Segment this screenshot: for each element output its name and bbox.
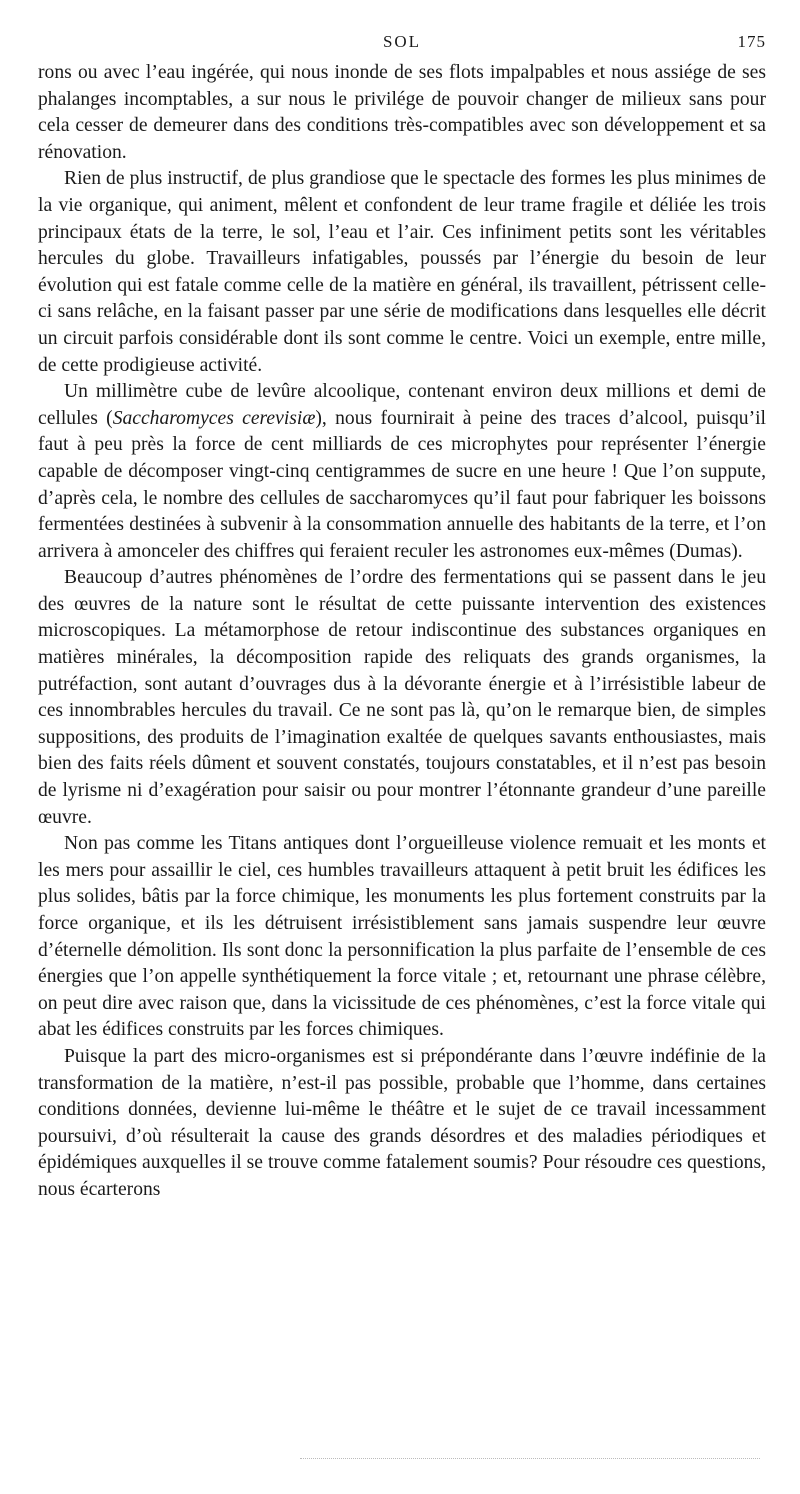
book-page [38,30,766,1204]
running-head: SOL [382,32,422,51]
body-text [38,60,766,1204]
paragraph-titans: Non pas comme les Titans antiques dont l’orgueilleuse violence remuait et les monts et les mers pour assaillir le ciel, ces humbles travailleurs attaquent à petit bruit les édifices les plus solides, bâtis par la force chimique, les monuments les plus fortement construits par la force organique, et ils les détruisent irrésistiblement sans jamais suspendre leur œuvre d’éternelle démolition. Ils sont donc la personnification la plus parfaite de l’ensemble de ces énergies que l’on appelle synthétiquement la force vitale ; et, retournant une phrase célèbre, on peut dire avec raison que, dans la vicissitude de ces phénomènes, c’est la force vitale qui abat les édifices construits par les forces chimiques. [38,833,766,1041]
page-number: 175 [737,32,766,51]
paragraph-levure [38,379,766,565]
paragraph-continued: rons ou avec l’eau ingérée, qui nous inonde de ses flots impalpables et nous assiége de ses phalanges incomptables, a sur nous le privilége de pouvoir changer de milieux sans pour cela cesser de demeurer dans des conditions très-compatibles avec son développement et sa rénovation. [38,62,766,163]
paragraph-infiniment-petits: Rien de plus instructif, de plus grandiose que le spectacle des formes les plus minimes de la vie organique, qui animent, mêlent et confondent de leur trame fragile et déliée les trois principaux états de la terre, le sol, l’eau et l’air. Ces infiniment petits sont les véritables hercules du globe. Travailleurs infatigables, poussés par l’énergie du besoin de leur évolution qui est fatale comme celle de la matière en général, ils travaillent, pétrissent celle-ci sans relâche, en la faisant passer par une série de modifications dans lesquelles elle décrit un circuit parfois considérable dont ils sont comme le centre. Voici un exemple, entre mille, de cette prodigieuse activité. [38,168,766,376]
page-bottom-marks [300,1458,760,1463]
page-header [38,30,766,60]
paragraph-micro-organismes: Puisque la part des micro-organismes est si prépondérante dans l’œuvre indéfinie de la transformation de la matière, n’est-il pas possible, probable que l’homme, dans certaines conditions données, devienne lui-même le théâtre et le sujet de ce travail incessamment poursuivi, d’où résulterait la cause des grands désordres et des maladies périodiques et épidémiques auxquelles il se trouve comme fatalement soumis? Pour résoudre ces questions, nous écarterons [38,1045,766,1200]
paragraph-levure-end: ), nous fournirait à peine des traces d’alcool, puisqu’il faut à peu près la force de cent milliards de ces microphytes pour représenter l’énergie capable de décomposer vingt-cinq centigrammes de sucre en une heure ! Que l’on suppute, d’après cela, le nombre des cellules de saccharomyces qu’il faut pour fabriquer les boissons fermentées destinées à subvenir à la consommation annuelle des habitants de la terre, et l’on arrivera à amonceler des chiffres qui feraient reculer les astronomes eux-mêmes (Dumas). [38,407,766,562]
paragraph-levure-start: Un millimètre cube de levûre alcoolique, contenant environ deux millions et demi de cellules ( [38,381,766,429]
species-name: Saccharomyces cerevisiæ [112,407,316,429]
paragraph-fermentations: Beaucoup d’autres phénomènes de l’ordre des fermentations qui se passent dans le jeu des œuvres de la nature sont le résultat de cette puissante intervention des existences microscopiques. La métamorphose de retour indiscontinue des substances organiques en matières minérales, la décomposition rapide des reliquats des grands organismes, la putréfaction, sont autant d’ouvrages dus à la dévorante énergie et à l’irrésistible labeur de ces innombrables hercules du travail. Ce ne sont pas là, qu’on le remarque bien, de simples suppositions, des produits de l’imagination exaltée de quelques savants enthousiastes, mais bien des faits réels dûment et souvent constatés, toujours constatables, et il n’est pas besoin de lyrisme ni d’exagération pour saisir ou pour montrer l’étonnante grandeur d’une pareille œuvre. [38,567,766,828]
